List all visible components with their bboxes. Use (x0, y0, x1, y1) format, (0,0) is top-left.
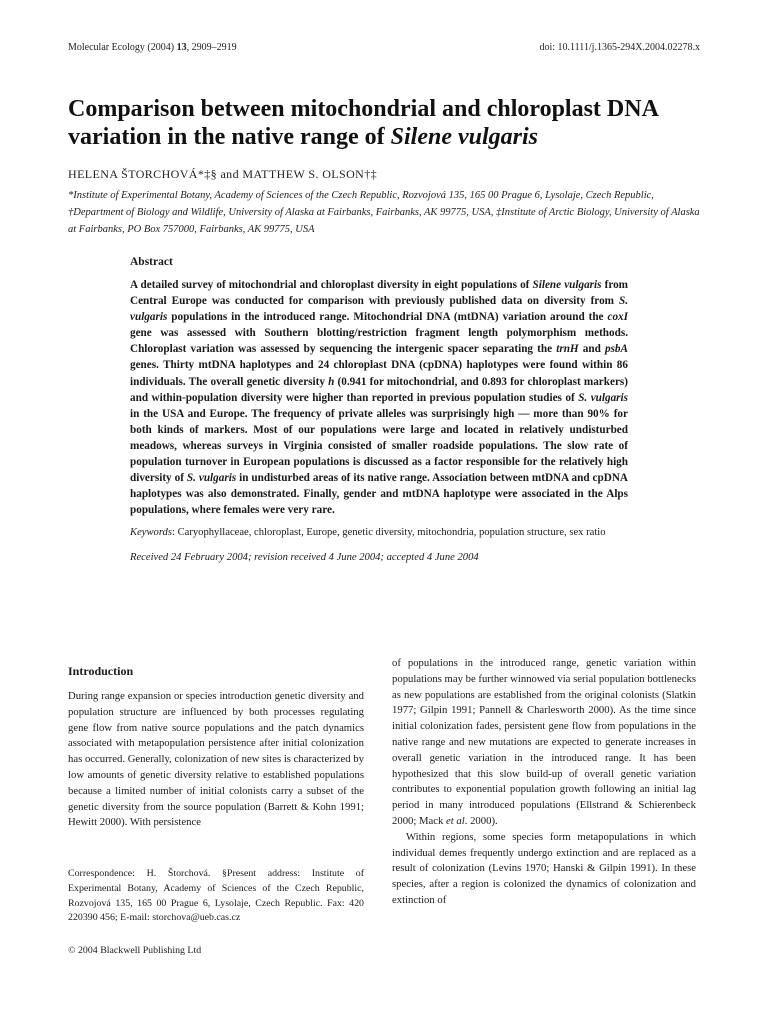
abstract-heading: Abstract (130, 256, 173, 268)
introduction-paragraph-2 (392, 830, 696, 909)
italic-term: Silene vulgaris (532, 279, 602, 291)
text-run: During range expansion or species introduction genetic diversity and population structure are influenced by both processes regulating gene flow from native source populations and the patch dynamics associated with metapopulation persistence after initial colonization has occurred. Generally, colonization of new sites is characterized by low amounts of genetic diversity relative to established populations because a limited number of initial colonists carry a subset of the genetic diversity from the source population (Barrett & Kohn 1991; Hewitt 2000). With persistence (68, 690, 364, 829)
author-affiliations: *Institute of Experimental Botany, Academy of Sciences of the Czech Republic, Rozvojová 135, 165 00 Prague 6, Lysolaje, Czech Republic, †Department of Biology and Wildlife, University of Alaska at Fairbanks, Fairbanks, AK 99775, USA, ‡Institute of Arctic Biology, University of Alaska at Fairbanks, PO Box 757000, Fairbanks, AK 99775, USA (68, 190, 700, 235)
italic-term: S. vulgaris (186, 472, 237, 485)
text-run: populations in the introduced range. Mitochondrial DNA (mtDNA) variation around the (167, 311, 608, 324)
text-run: . 2000). (464, 814, 498, 827)
italic-term: S. vulgaris (130, 295, 628, 324)
title-species: Silene vulgaris (390, 124, 538, 150)
journal-name: Molecular Ecology (2004) (68, 42, 177, 53)
text-run: from Central Europe was conducted for comparison with previously published data on diversity from (130, 279, 629, 308)
title-line-2 (68, 123, 708, 151)
introduction-paragraph-1 (68, 689, 364, 831)
received-dates: Received 24 February 2004; revision received 4 June 2004; accepted 4 June 2004 (130, 552, 479, 563)
text-run: Within regions, some species form metapopulations in which individual demes frequently undergo extinction and are replaced as a result of colonization (Levins 1970; Hanski & Gilpin 1991). In these species, after a region is colonized the dynamics of colonization and extinction of (392, 830, 696, 906)
title-line-1: Comparison between mitochondrial and chloroplast DNA (68, 96, 659, 122)
text-run: gene was assessed with Southern blotting/restriction fragment length polymorphism methods. Chloroplast variation was assessed by sequencing the intergenic spacer separating the (130, 327, 628, 356)
right-column (392, 656, 696, 909)
paper-title (68, 95, 708, 151)
text-run: (0.941 for mitochondrial, and 0.893 for chloroplast markers) and within-population diversity were higher than reported in previous population studies of (130, 375, 628, 404)
title-line-2-text: variation in the native range of (68, 124, 391, 150)
left-column (68, 664, 364, 831)
text-run: A detailed survey of mitochondrial and chloroplast diversity in eight populations of (130, 279, 533, 291)
italic-term: trnH (556, 343, 579, 356)
journal-volume: 13 (176, 42, 187, 53)
text-run: in undisturbed areas of its native range. Association between mtDNA and cpDNA haplotypes was also demonstrated. Finally, gender and mtDNA haplotype were associated in the Alps populations, where females were very rare. (130, 472, 628, 517)
author-list: HELENA ŠTORCHOVÁ*‡§ and MATTHEW S. OLSON†‡ (68, 167, 378, 181)
abstract-section (130, 256, 628, 565)
abstract-body (130, 277, 628, 518)
italic-term: coxI (607, 311, 628, 324)
text-run: of populations in the introduced range, genetic variation within populations may be further winnowed via serial population bottlenecks as new populations are established from the original colonists (Slatkin 1977; Gilpin 1991; Pannell & Charlesworth 2000). As the time since initial colonization fades, persistent gene flow from populations in the native range and new mutations are expected to generate increases in overall genetic variation in the introduced range. It has been hypothesized that this slow build-up of overall genetic variation contributes to exponential population growth following an initial lag period in many introduced populations (Ellstrand & Schierenbeck 2000; Mack (392, 657, 696, 827)
keywords-list: : Caryophyllaceae, chloroplast, Europe, genetic diversity, mitochondria, population structure, sex ratio (171, 527, 606, 539)
italic-term: h (328, 375, 335, 388)
journal-pages: , 2909–2919 (186, 42, 237, 53)
text-run: genes. Thirty mtDNA haplotypes and 24 chloroplast DNA (cpDNA) haplotypes were found within 86 individuals. The overall genetic diversity (130, 359, 628, 388)
introduction-heading: Introduction (68, 664, 134, 678)
copyright-notice: © 2004 Blackwell Publishing Ltd (68, 945, 202, 956)
introduction-paragraph-1-continued (392, 656, 696, 830)
running-header-doi: doi: 10.1111/j.1365-294X.2004.02278.x (539, 42, 700, 53)
correspondence-footnote: Correspondence: H. Štorchová. §Present address: Institute of Experimental Botany, Academy of Sciences of the Czech Republic, Rozvojová 135, 165 00 Prague 6, Lysolaje, Czech Republic. Fax: 420 220390 456; E-mail: storchova@ueb.cas.cz (68, 868, 364, 924)
text-run: and (578, 343, 605, 356)
running-header-journal (68, 42, 237, 54)
keywords (130, 525, 628, 541)
italic-term: psbA (604, 343, 628, 356)
text-run: in the USA and Europe. The frequency of private alleles was surprisingly high — more than 90% for both kinds of markers. Most of our populations were large and located in relatively undisturbed meadows, whereas surveys in Virginia consisted of smaller roadside populations. The slow rate of population turnover in European populations is discussed as a factor responsible for the relatively high diversity of (130, 407, 628, 485)
keywords-label: Keywords (130, 527, 172, 539)
italic-term: S. vulgaris (578, 391, 628, 404)
italic-term: et al (446, 814, 465, 827)
